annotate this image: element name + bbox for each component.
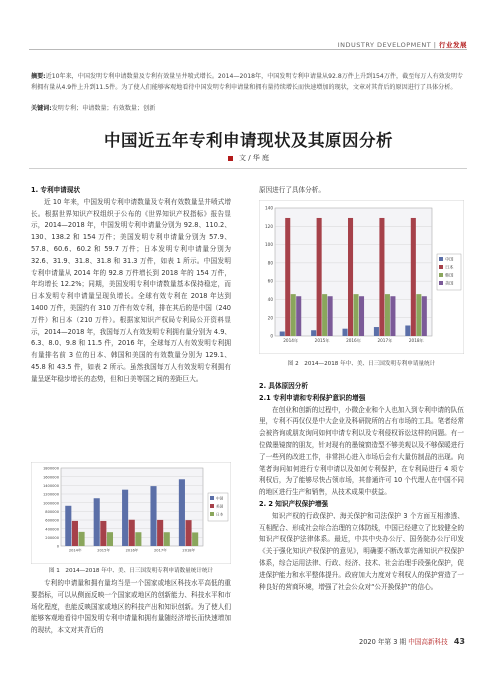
bar-中国	[94, 498, 100, 546]
section-1-paragraph-2: 专利的申请量和拥有量均当是一个国家或地区科技水平高低的重要指标，可以从侧面反映一个国家或地区的创新能力、科技水平和市场化程度，也能反映国家或地区的科技产出和知识创新。为了使人们能够客观地看待中国发明专利申请量和拥有量随经济增长而快速增加的现状，本文对其背后的	[31, 579, 231, 635]
legend-label: 中国	[216, 496, 224, 501]
bar-美国	[422, 296, 427, 336]
y-tick-label: 100	[265, 242, 273, 248]
y-tick-label: 1200000	[42, 492, 59, 497]
figure-2-caption: 图 2 2014—2018 年中、美、日三国发明专利申请量统计	[287, 361, 436, 367]
bar-美国	[129, 520, 135, 546]
left-column	[31, 185, 231, 386]
y-tick-label: 600000	[45, 518, 59, 523]
legend-swatch	[439, 265, 443, 269]
legend-swatch	[210, 496, 214, 500]
legend-swatch	[439, 257, 443, 261]
legend-label: 韩国	[445, 272, 454, 278]
x-tick-label: 2014年	[283, 338, 299, 344]
keywords-text: 发明专利；申请数量；有效数量；创新	[51, 105, 156, 112]
y-tick-label: 1600000	[42, 475, 59, 480]
bar-日本	[317, 218, 322, 336]
footer-issue: 2020 年第 3 期	[359, 638, 407, 646]
continued-text: 原因进行了具体分析。	[259, 186, 325, 194]
bar-日本	[348, 218, 353, 336]
bar-美国	[72, 521, 78, 546]
left-column-bottom	[31, 578, 231, 637]
x-tick-label: 2016年	[125, 548, 139, 553]
y-tick-label: 20	[267, 315, 273, 321]
legend-label: 日本	[216, 512, 224, 517]
x-tick-label: 2017年	[377, 338, 393, 344]
bar-中国	[374, 327, 379, 336]
y-tick-label: 120	[265, 223, 273, 229]
section-2-1-heading: 2.1 专利申请和专利保护意识的增强	[259, 393, 366, 402]
section-1-heading: 1. 专利申请现状	[31, 186, 80, 194]
author-name: 文 / 华 庭	[238, 154, 270, 162]
author-line	[0, 153, 497, 163]
bar-日本	[135, 532, 141, 546]
bar-美国	[296, 296, 301, 336]
bar-日本	[164, 532, 170, 546]
bar-日本	[79, 532, 85, 546]
right-column-top	[259, 185, 464, 197]
bar-中国	[280, 332, 285, 336]
bar-中国	[65, 506, 71, 546]
y-tick-label: 0	[56, 544, 59, 549]
bar-中国	[179, 479, 185, 546]
keywords	[31, 103, 464, 112]
y-tick-label: 60	[267, 278, 273, 284]
author-marker	[228, 156, 233, 161]
figure-1-caption: 图 1 2014—2018 年中、美、日三国发明专利申请数量统计统计	[48, 568, 214, 574]
bar-美国	[157, 520, 163, 546]
bar-美国	[359, 296, 364, 336]
x-tick-label: 2018年	[408, 338, 424, 344]
section-2-2-heading: 2. 2 知识产权保护增强	[259, 499, 329, 508]
figure-1-chart	[31, 462, 231, 564]
header-section-en: INDUSTRY DEVELOPMENT	[337, 41, 432, 49]
abstract-label: 摘要:	[31, 73, 46, 80]
bar-美国	[390, 296, 395, 336]
bar-中国	[405, 325, 410, 336]
article-title: 中国近五年专利申请现状及其原因分析	[104, 131, 393, 150]
x-tick-label: 2014年	[68, 548, 82, 553]
y-tick-label: 40	[267, 297, 273, 303]
legend-label: 美国	[216, 504, 224, 509]
keywords-label: 关键词:	[31, 105, 52, 112]
header-section-tag: INDUSTRY DEVELOPMENT | 行业发展	[337, 41, 467, 49]
section-2-2-paragraph: 知识产权的行政保护、海关保护和司法保护 3 个方面互相渗透、互相配合、形成社会综合治理的立体防线，中国已经建立了比较健全的知识产权保护法律体系。最近，中共中央办公厅、国务院办公厅印发《关于强化知识产权保护的意见》，明确要不断改革完善知识产权保护体系，综合运用法律、行政、经济、技术、社会治理手段强化保护，促进保护能力和水平整体提升。政府加大力度对专利权人的保护营造了一种良好的营商环境，增强了社会公众对“公开换保护”的信心。	[259, 511, 464, 591]
legend-swatch	[210, 512, 214, 516]
abstract-text: 近10年来，中国发明专利申请数量及专利有效量呈井喷式增长。2014—2018年，中国发明专利申请量从92.8万件上升到154万件，截至每万人有效发明专利拥有量从4.9件上升到11.5件。为了使人们能够客观地看待中国发明专利申请量和拥有量持续增长而快速增加的现状，文章对其背后的原因进行了具体分析。	[31, 73, 464, 91]
y-tick-label: 1000000	[42, 501, 59, 506]
bar-日本	[411, 218, 416, 336]
bar-中国	[343, 329, 348, 336]
x-tick-label: 2018年	[182, 548, 196, 553]
bar-美国	[328, 296, 333, 336]
y-tick-label: 400000	[45, 527, 59, 532]
bar-美国	[185, 520, 191, 546]
legend-label: 中国	[445, 256, 454, 262]
bar-中国	[122, 490, 128, 546]
y-tick-label: 1800000	[42, 466, 59, 471]
x-tick-label: 2015年	[314, 338, 330, 344]
legend-label: 日本	[445, 264, 454, 270]
right-column	[259, 381, 464, 593]
y-tick-label: 1400000	[42, 483, 59, 488]
bar-美国	[100, 521, 106, 546]
section-1-paragraph: 近 10 年来，中国发明专利申请数量及专利有效数量呈井喷式增长。根据世界知识产权组织于公布的《世界知识产权指标》报告显示，2014—2018 年，中国发明专利申请量分别为 92.8、110.2、130、138.2 和 154 万件；美国发明专利申请量分别为 57.9、57.8、60.6、60.2 和 59.7 万件；日本发明专利申请量分别为 32.6、31.9、31.8、31.8 和 31.3 万件，如表 1 所示。中国发明专利申请量从 2014 年的 92.8 万件增长到 2018 年的 154 万件，年均增长 12.2%；同期，美国发明专利申请数量基本保持稳定，而日本发明专利申请量呈现负增长。全球有效专利在 2018 年达到 1400 万件，美国约有 310 万件有效专利，排在其后的是中国（240 万件）和日本（210 万件）。根据家知识产权局专利局公开资料显示，2014—2018 年，我国每万人有效发明专利拥有量分别为 4.9、6.3、8.0、9.8 和 11.5 件，2016 年，全球每万人有效发明专利拥有量排名前 3 位的日本、韩国和美国的有效数量分别为 129.1、45.8 和 43.5 件，如表 2 所示。虽然我国每万人有效发明专利拥有量呈逐年稳步增长的态势，但和日美等国之间的差距巨大。	[31, 197, 231, 383]
y-tick-label: 140	[265, 205, 273, 211]
header-section-cn: 行业发展	[439, 41, 467, 49]
y-tick-label: 200000	[45, 535, 59, 540]
figure-2-chart	[259, 200, 464, 354]
section-2-heading: 2. 具体原因分析	[259, 382, 308, 390]
footer-brand: 中国高新科技	[408, 638, 448, 646]
x-tick-label: 2015年	[97, 548, 110, 553]
bar-韩国	[385, 294, 390, 336]
x-tick-label: 2017年	[154, 548, 167, 553]
bar-中国	[150, 486, 156, 546]
bar-韩国	[416, 294, 421, 336]
bar-日本	[192, 532, 198, 546]
bar-韩国	[291, 294, 296, 336]
y-tick-label: 0	[270, 333, 273, 339]
bar-韩国	[354, 294, 359, 336]
bar-韩国	[322, 294, 327, 336]
legend-swatch	[439, 273, 443, 277]
bar-日本	[107, 532, 113, 546]
page-number: 43	[453, 637, 465, 646]
legend-swatch	[210, 504, 214, 508]
y-tick-label: 800000	[45, 509, 59, 514]
bar-日本	[285, 218, 290, 336]
legend-label: 美国	[445, 280, 454, 286]
abstract	[31, 72, 464, 93]
legend-swatch	[439, 281, 443, 285]
section-2-1-paragraph: 在创业和创新的过程中，小微企业和个人也加入到专利申请的队伍里，专利不再仅仅是中大企业及科研院所的占有市场的工具。笔者经常会被咨询或朋友询问如何申请专利以及专利侵权诉讼这样的问题。有一位做墨镜窗的朋友，针对现有的墨镜窗造型不够美观以及不够保暖进行了一些列的改进工作，非常担心进入市场后会有大量仿制品的出现。向笔者询问如何进行专利申请以及如何专利保护，在专利局进行 4 项专利权后，为了能够尽快占领市场，其普通许可 10 个代理人在中国不同的地区进行生产和销售，从技术成果中获益。	[259, 405, 464, 497]
title-divider	[29, 168, 467, 169]
bar-日本	[379, 218, 384, 336]
header-divider	[29, 49, 467, 50]
page-footer	[359, 636, 465, 646]
x-tick-label: 2016年	[346, 338, 361, 344]
bar-中国	[311, 330, 316, 336]
y-tick-label: 80	[267, 260, 273, 266]
